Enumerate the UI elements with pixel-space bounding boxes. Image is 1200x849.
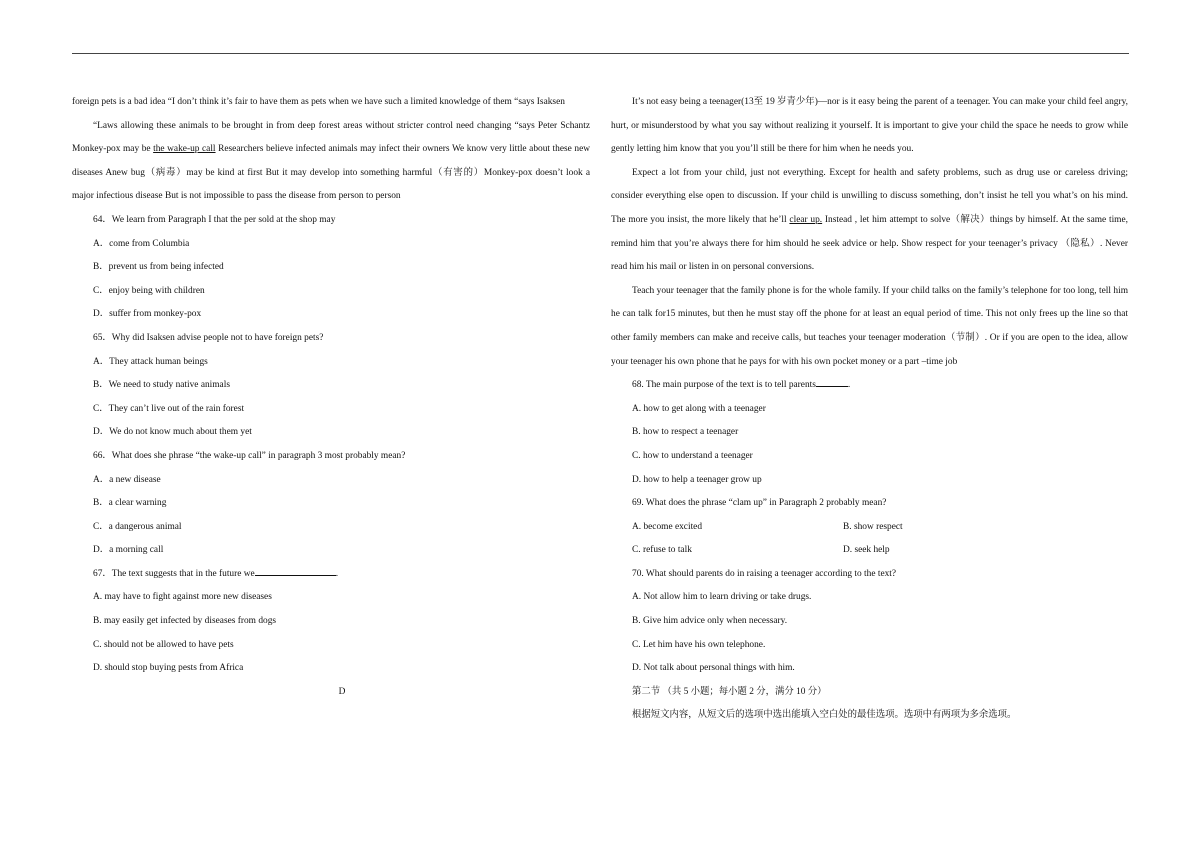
question-64-option-b: B．prevent us from being infected [93, 262, 224, 273]
underlined-phrase-clear-up: clear up. [789, 214, 823, 225]
section-2-instruction: 根据短文内容，从短文后的选项中选出能填入空白处的最佳选项。选项中有两项为多余选项。 [632, 710, 1017, 721]
header-rule [72, 53, 1129, 54]
question-69-option-c: C. refuse to talk [632, 545, 692, 556]
question-68-option-a: A. how to get along with a teenager [632, 403, 766, 414]
question-68-text: 68. The main purpose of the text is to tell parents [632, 380, 816, 391]
question-69-option-b: B. show respect [843, 521, 903, 532]
question-70-option-d: D. Not talk about personal things with him. [632, 663, 795, 674]
question-68-option-d: D. how to help a teenager grow up [632, 474, 762, 485]
question-70-stem: 70. What should parents do in raising a teenager according to the text? [632, 568, 897, 579]
paragraph-laws [72, 115, 590, 209]
question-67-option-b: B. may easily get infected by diseases from dogs [93, 616, 277, 627]
section-2-title: 第二节 （共 5 小题；每小题 2 分，满分 10 分） [632, 686, 827, 697]
question-69-stem: 69. What does the phrase “clam up” in Paragraph 2 probably mean? [632, 498, 887, 509]
right-column [611, 91, 1128, 728]
paragraph-expect-start: Expect a lot from your child, just not everything. Except for health and safety problems, such as drug use or careless driving; consider everything else open to discussion. If your child is unwilling to discuss something, don’t insist he tell you what’s on his mind. The more you insist, the more likely that he’ll [611, 167, 1128, 225]
question-67-option-c: C. should not be allowed to have pets [93, 639, 234, 650]
passage-letter-d: D [338, 686, 346, 697]
question-66-stem: 66．What does she phrase “the wake-up call” in paragraph 3 most probably mean? [93, 450, 406, 461]
question-65-option-a: A．They attack human beings [93, 356, 208, 367]
paragraph-expect-end: Instead , let him attempt to solve（解决）things by himself. At the same time, remind him that you’re always there for him should he seek advice or help. Show respect for your teenager’s privacy （隐私）. Never read him his mail or listen in on personal conversions. [611, 214, 1128, 273]
question-64-option-c: C．enjoy being with children [93, 285, 205, 296]
question-69-options-row-2 [611, 539, 1128, 563]
question-70-option-c: C. Let him have his own telephone. [632, 639, 766, 650]
question-67-option-d: D. should stop buying pests from Africa [93, 663, 244, 674]
question-65-option-b: B．We need to study native animals [93, 380, 230, 391]
question-70-option-a: A. Not allow him to learn driving or take drugs. [632, 592, 812, 603]
question-65-option-d: D．We do not know much about them yet [93, 427, 252, 438]
left-column [72, 91, 590, 704]
question-67-option-a: A. may have to fight against more new diseases [93, 592, 272, 603]
question-69-option-a: A. become excited [632, 521, 703, 532]
answer-blank [255, 574, 336, 576]
question-68-stem: 68. The main purpose of the text is to tell parents . [632, 380, 851, 391]
answer-blank [816, 385, 848, 387]
question-66-option-c: C．a dangerous animal [93, 521, 182, 532]
question-70-option-b: B. Give him advice only when necessary. [632, 616, 788, 627]
question-66-option-b: B．a clear warning [93, 498, 167, 509]
question-66-option-d: D．a morning call [93, 545, 164, 556]
question-67-text: 67．The text suggests that in the future we [93, 568, 255, 579]
paragraph-expect [611, 162, 1128, 280]
question-67-stem: 67．The text suggests that in the future we . [93, 568, 339, 579]
question-64-option-a: A．come from Columbia [93, 238, 190, 249]
underlined-phrase-wake-up-call: the wake-up call [153, 144, 216, 155]
question-68-option-c: C. how to understand a teenager [632, 450, 753, 461]
question-65-option-c: C．They can’t live out of the rain forest [93, 403, 245, 414]
paragraph-laws-end: Researchers believe infected animals may infect their owners We know very little about these new diseases Anew bug（病毒）may be kind at first But it may develop into something harmful（有害的）Monkey-pox doesn’t look a major infectious disease But is not impossible to pass the disease from person to person [72, 144, 591, 202]
question-69-options-row-1 [611, 516, 1128, 540]
paragraph-continued: foreign pets is a bad idea “I don’t think it’s fair to have them as pets when we have such a limited knowledge of them “says Isaksen [72, 97, 565, 107]
question-65-stem: 65．Why did Isaksen advise people not to have foreign pets? [93, 332, 324, 343]
question-64-option-d: D．suffer from monkey-pox [93, 309, 202, 320]
paragraph-laws-start: “Laws allowing these animals to be brought in from deep forest areas without stricter control need changing “says Peter Schantz Monkey-pox may be [72, 120, 590, 155]
question-68-option-b: B. how to respect a teenager [632, 427, 739, 438]
question-64-stem: 64．We learn from Paragraph I that the per sold at the shop may [93, 214, 336, 225]
paragraph-phone: Teach your teenager that the family phone is for the whole family. If your child talks on the family’s telephone for too long, tell him he can talk for15 minutes, but then he must stay off the phone for at least an equal period of time. This not only frees up the line so that other family members can make and receive calls, but teaches your teenager moderation（节制）. Or if you are open to the idea, allow your teenager his own phone that he pays for with his own pocket money or a part –time job [611, 285, 1128, 367]
question-69-option-d: D. seek help [843, 545, 890, 556]
paragraph-teenager-intro: It’s not easy being a teenager(13至 19 岁青少年)—nor is it easy being the parent of a teenager. You can make your child feel angry, hurt, or misunderstood by what you say without realizing it yourself. It is important to give your child the space he needs to grow while gently letting him know that you you’ll still be there for him when he needs you. [611, 97, 1128, 155]
question-66-option-a: A．a new disease [93, 474, 161, 485]
